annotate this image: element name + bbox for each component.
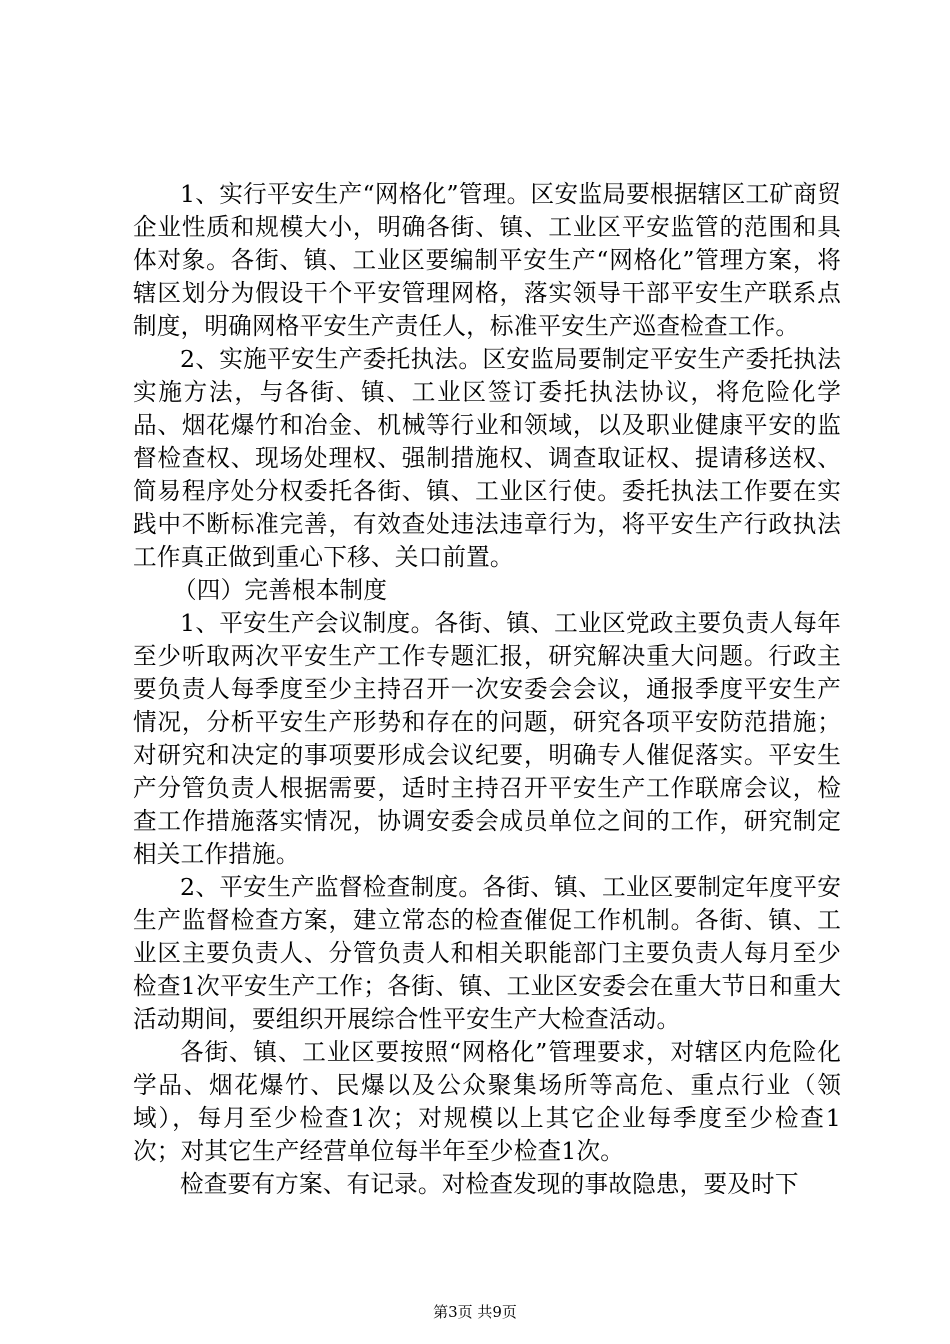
section-heading-basic-systems: （四）完善根本制度	[173, 576, 388, 604]
paragraph-inspection-system: 2、平安生产监督检查制度。各街、镇、工业区要制定年度平安生产监督检查方案，建立常态的检查催促工作机制。各街、镇、工业区主要负责人、分管负责人和相关职能部门主要负责人每月至少检查1次平安生产工作；各街、镇、工业区安委会在重大节日和重大活动期间，要组织开展综合性平安生产大检查活动。	[133, 873, 841, 1033]
paragraph-inspection-frequency: 各街、镇、工业区要按照“网格化”管理要求，对辖区内危险化学品、烟花爆竹、民爆以及公众聚集场所等高危、重点行业（领域），每月至少检查1次；对规模以上其它企业每季度至少检查1次；对其它生产经营单位每半年至少检查1次。	[133, 1038, 841, 1165]
paragraph-grid-management: 1、实行平安生产“网格化”管理。区安监局要根据辖区工矿商贸企业性质和规模大小，明确各街、镇、工业区平安监管的范围和具体对象。各街、镇、工业区要编制平安生产“网格化”管理方案，将辖区划分为假设干个平安管理网格，落实领导干部平安生产联系点制度，明确网格平安生产责任人，标准平安生产巡查检查工作。	[133, 180, 841, 340]
paragraph-meeting-system: 1、平安生产会议制度。各街、镇、工业区党政主要负责人每年至少听取两次平安生产工作专题汇报，研究解决重大问题。行政主要负责人每季度至少主持召开一次安委会会议，通报季度平安生产情况，分析平安生产形势和存在的问题，研究各项平安防范措施；对研究和决定的事项要形成会议纪要，明确专人催促落实。平安生产分管负责人根据需要，适时主持召开平安生产工作联席会议，检查工作措施落实情况，协调安委会成员单位之间的工作，研究制定相关工作措施。	[133, 609, 841, 868]
page-number-footer: 第3页 共9页	[433, 1303, 517, 1321]
paragraph-entrusted-enforcement: 2、实施平安生产委托执法。区安监局要制定平安生产委托执法实施方法，与各街、镇、工业区签订委托执法协议，将危险化学品、烟花爆竹和冶金、机械等行业和领域，以及职业健康平安的监督检查权、现场处理权、强制措施权、调查取证权、提请移送权、简易程序处分权委托各街、镇、工业区行使。委托执法工作要在实践中不断标准完善，有效查处违法违章行为，将平安生产行政执法工作真正做到重心下移、关口前置。	[133, 345, 841, 571]
document-body	[133, 178, 841, 1201]
paragraph-inspection-records: 检查要有方案、有记录。对检查发现的事故隐患，要及时下	[180, 1170, 799, 1198]
